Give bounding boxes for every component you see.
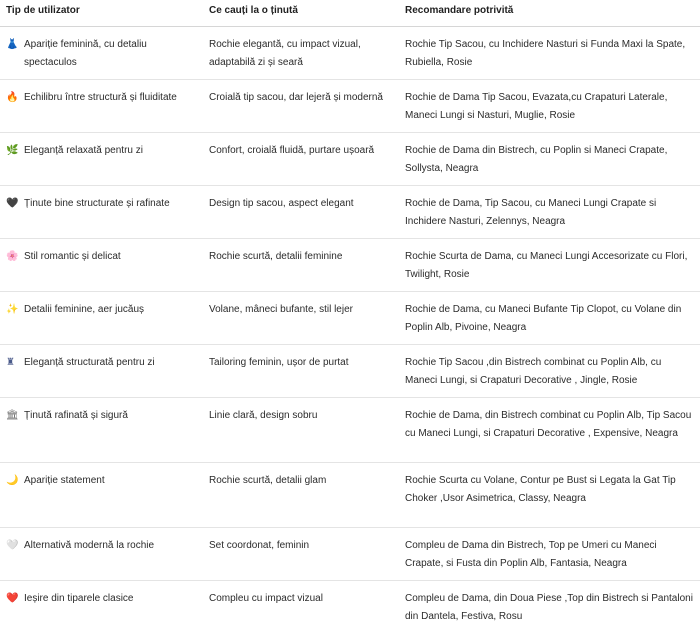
dress-icon: 👗 [6,39,19,50]
table-row [0,581,700,634]
table-row [0,292,700,345]
what-you-seek-cell: Set coordonat, feminin [203,528,399,581]
user-type-label: Ieșire din tiparele clasice [24,593,134,604]
what-you-seek-cell: Compleu cu impact vizual [209,593,323,604]
recommendation-cell: Rochie de Dama din Bistrech, cu Poplin si Maneci Crapate, Sollysta, Neagra [399,133,700,186]
recommendation-cell: Rochie Tip Sacou, cu Inchidere Nasturi si Funda Maxi la Spate, Rubiella, Rosie [399,27,700,80]
sparkles-icon: ✨ [6,304,19,315]
user-type-cell [0,463,203,528]
recommendation-cell: Rochie de Dama, Tip Sacou, cu Maneci Lungi Crapate si Inchidere Nasturi, Zelennys, Neagra [399,186,700,239]
table-row [0,80,700,133]
user-type-cell [0,398,203,463]
table-row [0,345,700,398]
recommendation-cell: Compleu de Dama, din Doua Piese ,Top din Bistrech si Pantaloni din Dantela, Festiva, Rosu [405,593,693,622]
table-row [0,398,700,463]
recommendation-cell: Rochie Scurta de Dama, cu Maneci Lungi Accesorizate cu Flori, Twilight, Rosie [399,239,700,292]
user-type-cell [0,292,203,345]
user-type-cell [0,186,203,239]
what-you-seek-cell: Rochie elegantă, cu impact vizual, adaptabilă zi și seară [203,27,399,80]
user-type-cell [0,133,203,186]
recommendation-cell: Rochie de Dama Tip Sacou, Evazata,cu Crapaturi Laterale, Maneci Lungi si Nasturi, Muglie, Rosie [399,80,700,133]
table-row [0,133,700,186]
user-type-cell [0,581,203,634]
table-row [0,239,700,292]
recommendation-cell: Rochie Scurta cu Volane, Contur pe Bust si Legata la Gat Tip Choker ,Usor Asimetrica, Classy, Neagra [399,463,700,528]
what-you-seek-cell: Tailoring feminin, ușor de purtat [203,345,399,398]
flower-icon: 🌸 [6,251,19,262]
what-you-seek-cell: Rochie scurtă, detalii feminine [203,239,399,292]
leaf-icon: 🌿 [6,145,19,156]
what-you-seek-cell: Rochie scurtă, detalii glam [203,463,399,528]
chess-rook-icon: ♜ [6,357,15,368]
header-row [0,0,700,27]
recommendation-cell: Rochie Tip Sacou ,din Bistrech combinat cu Poplin Alb, cu Maneci Lungi, si Crapaturi Decorative , Jingle, Rosie [399,345,700,398]
white-heart-icon: 🤍 [6,540,19,551]
user-type-label: Ținută rafinată și sigură [24,410,128,421]
user-type-label: Alternativă modernă la rochie [24,540,155,551]
recommendation-cell: Rochie de Dama, cu Maneci Bufante Tip Clopot, cu Volane din Poplin Alb, Pivoine, Neagra [399,292,700,345]
header-what-you-seek: Ce cauți la o ținută [203,0,399,27]
recommendation-cell: Rochie de Dama, din Bistrech combinat cu Poplin Alb, Tip Sacou cu Maneci Lungi, si Crapaturi Decorative , Expensive, Neagra [399,398,700,463]
user-type-label: Eleganță structurată pentru zi [24,357,155,368]
what-you-seek-cell: Confort, croială fluidă, purtare ușoară [203,133,399,186]
table-row [0,27,700,80]
user-type-label: Detalii feminine, aer jucăuș [24,304,145,315]
user-type-cell [0,528,203,581]
user-type-label: Echilibru între structură și fluiditate [24,92,177,103]
user-type-cell [0,345,203,398]
table-header [0,0,700,27]
heart-icon: 🖤 [6,198,19,209]
user-type-cell [0,27,203,80]
table-row [0,463,700,528]
header-user-type: Tip de utilizator [0,0,203,27]
user-type-cell [0,239,203,292]
user-type-label: Stil romantic și delicat [24,251,121,262]
what-you-seek-cell: Design tip sacou, aspect elegant [203,186,399,239]
user-type-label: Eleganță relaxată pentru zi [24,145,143,156]
what-you-seek-cell: Linie clară, design sobru [203,398,399,463]
user-type-cell [0,80,203,133]
what-you-seek-cell: Croială tip sacou, dar lejeră și modernă [203,80,399,133]
user-type-label: Apariție statement [24,475,105,486]
table-body [0,27,700,634]
user-type-label: Ținute bine structurate și rafinate [24,198,170,209]
red-heart-icon: ❤️ [6,593,19,604]
what-you-seek-cell: Volane, mâneci bufante, stil lejer [203,292,399,345]
table-row [0,528,700,581]
header-recommendation: Recomandare potrivită [399,0,700,27]
classical-building-icon: 🏛 [6,410,19,421]
crescent-moon-icon: 🌙 [6,475,19,486]
table-row [0,186,700,239]
recommendation-cell: Compleu de Dama din Bistrech, Top pe Umeri cu Maneci Crapate, si Fusta din Poplin Alb, Fantasia, Neagra [399,528,700,581]
fire-icon: 🔥 [6,92,19,103]
user-type-label: Apariție feminină, cu detaliu spectaculos [24,39,147,68]
